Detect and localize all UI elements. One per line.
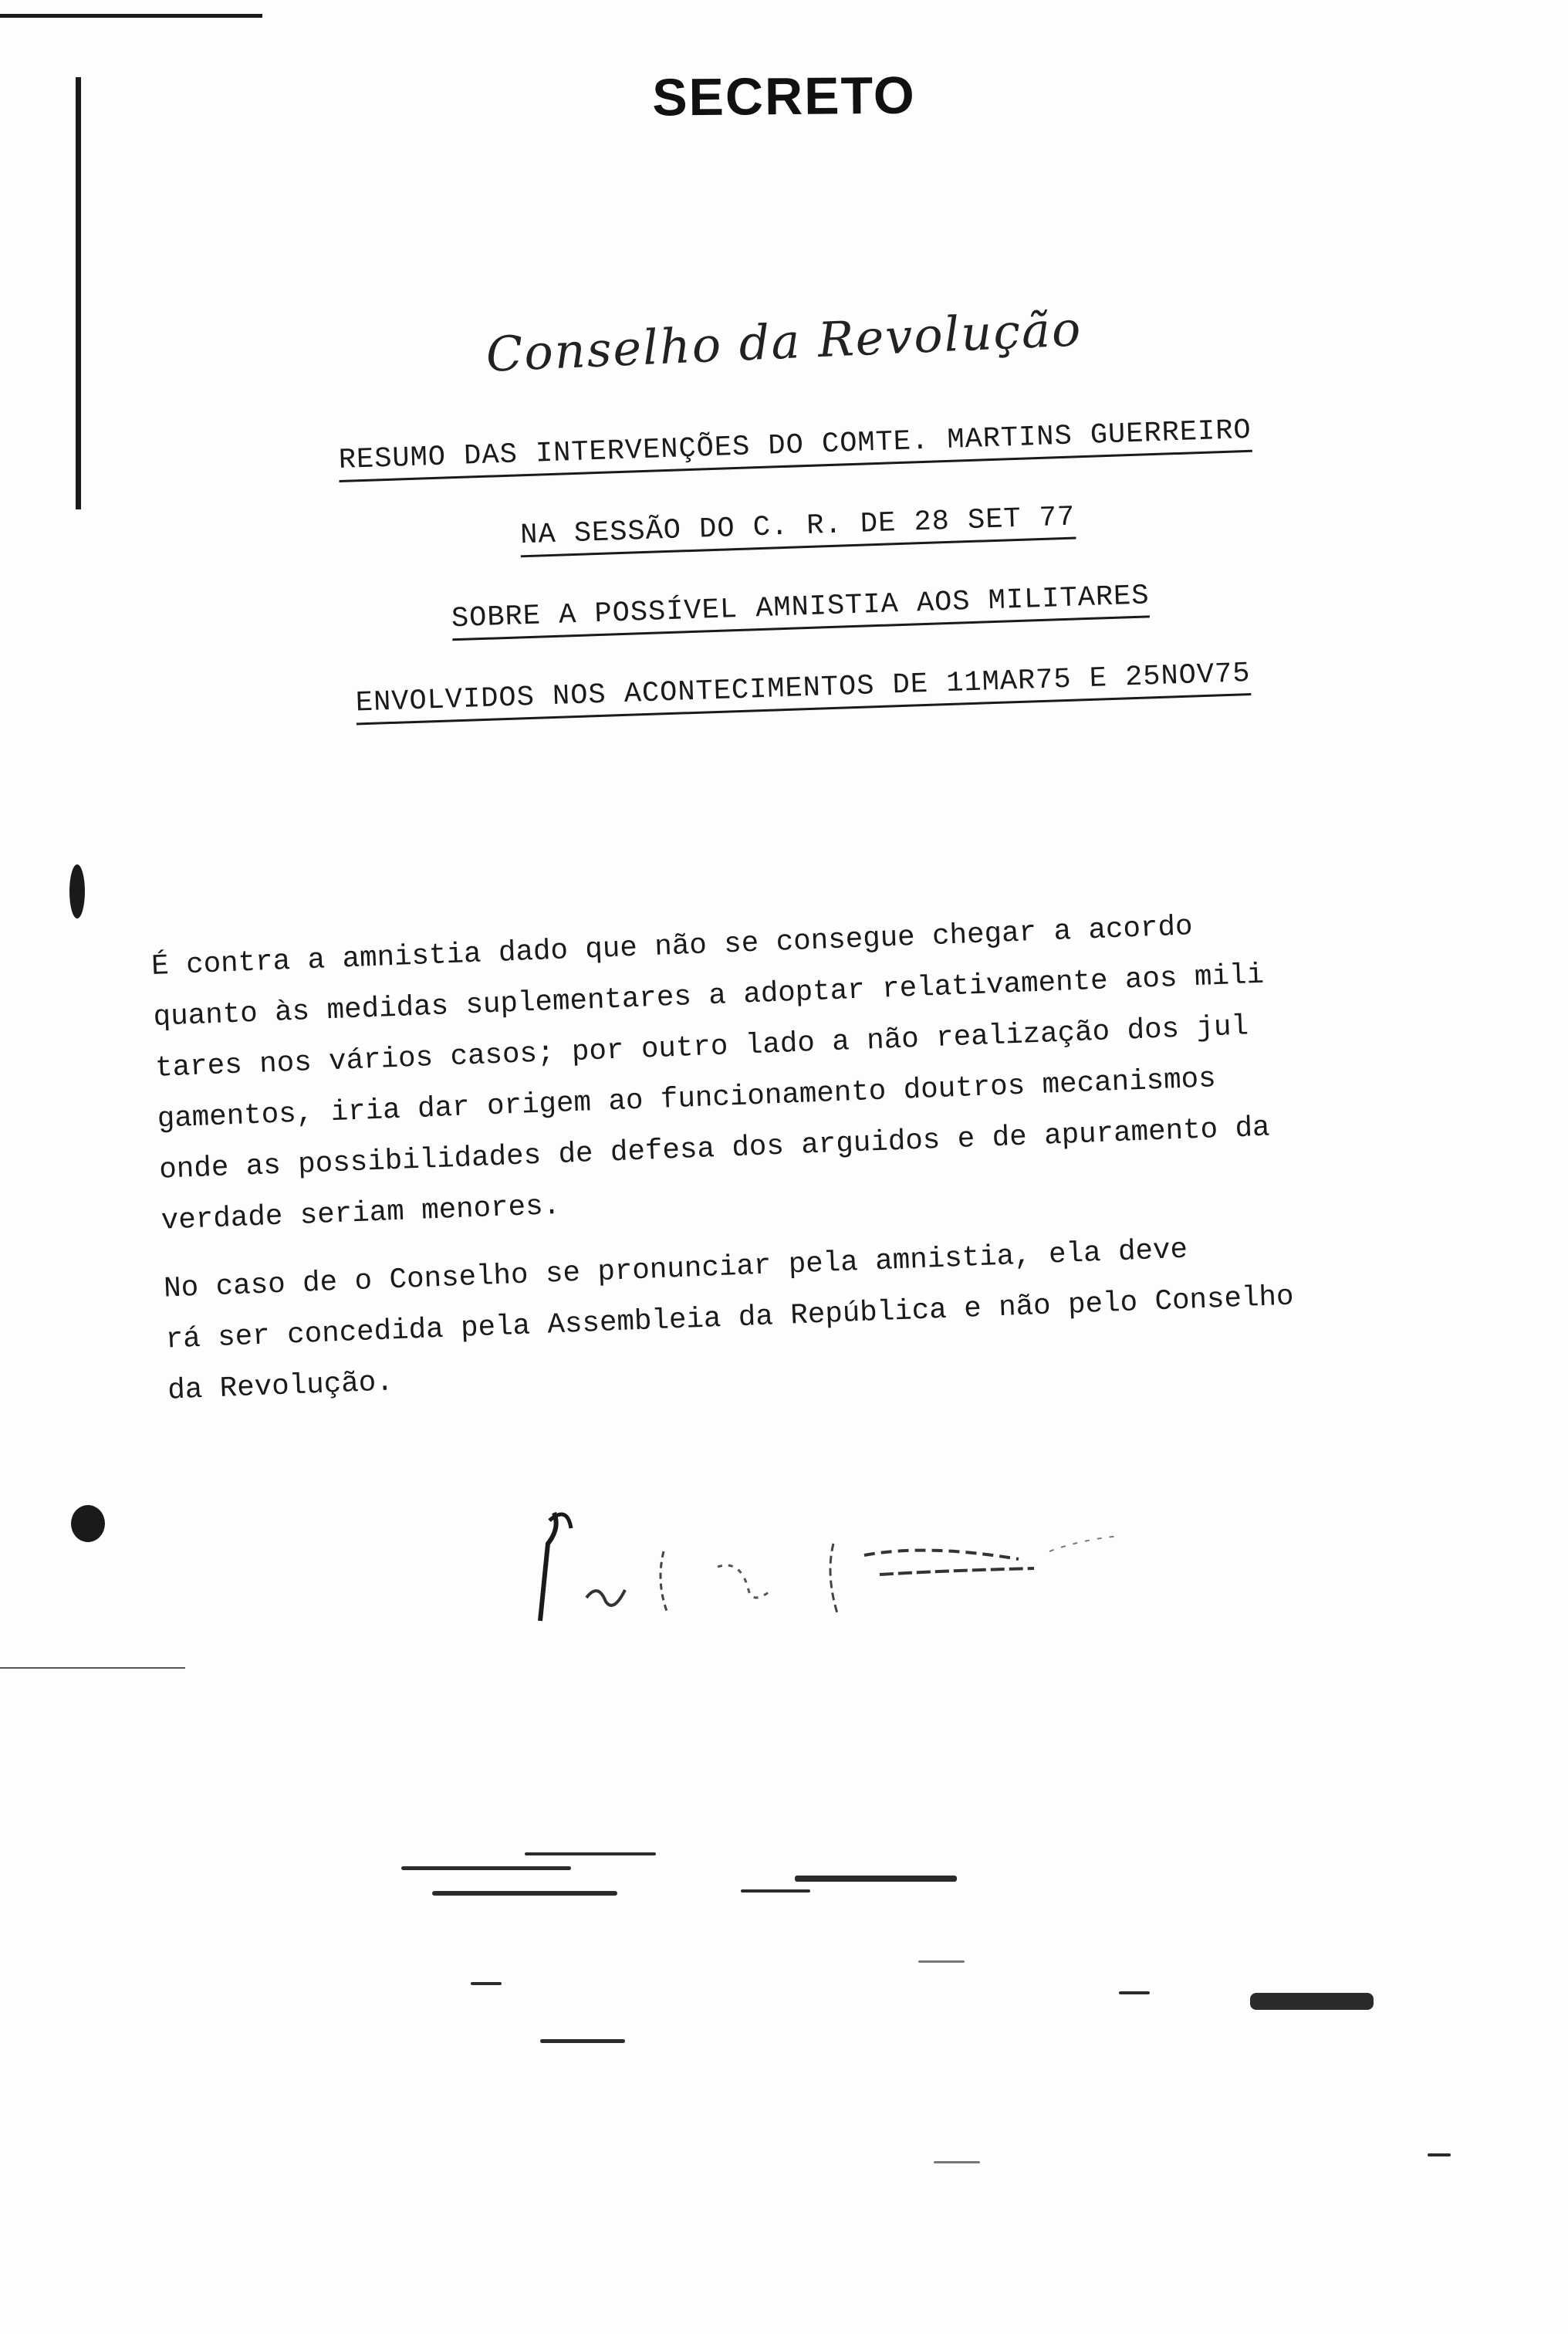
smudge-8 — [1250, 1993, 1374, 2010]
paragraph-2: No caso de o Conselho se pronunciar pela amnistia, ela deve rá ser concedida pela Assembleia da República e não pelo Conselho da Revolução. — [163, 1233, 1295, 1408]
issuer-heading: Conselho da Revolução — [485, 300, 1083, 383]
scan-edge-mid-left — [0, 1667, 185, 1669]
smudge-11 — [934, 2161, 980, 2163]
binder-hole-lower — [71, 1505, 105, 1542]
classification-heading: SECRETO — [651, 66, 917, 127]
smudge-3 — [432, 1891, 617, 1896]
title-line-1: RESUMO DAS INTERVENÇÕES DO COMTE. MARTINS GUERREIRO — [338, 414, 1252, 482]
smudge-1 — [401, 1866, 571, 1870]
title-line-2: NA SESSÃO DO C. R. DE 28 SET 77 — [520, 501, 1076, 557]
smudge-4 — [795, 1876, 957, 1882]
smudge-6 — [471, 1982, 502, 1985]
smudge-12 — [1428, 2153, 1451, 2156]
smudge-7 — [1119, 1991, 1150, 1994]
title-line-3: SOBRE A POSSÍVEL AMNISTIA AOS MILITARES — [451, 580, 1150, 641]
paragraph-1: É contra a amnistia dado que não se consegue chegar a acordo quanto às medidas suplementares a adoptar relativamente aos mili tares nos vários casos; por outro lado a não realização dos jul gamentos, iria dar origem ao funcionamento doutros mecanismos onde as possibilidades de defesa dos arguidos e de apuramento da verdade seriam menores. — [150, 911, 1271, 1238]
document-body — [150, 893, 1434, 1433]
smudge-2 — [525, 1852, 656, 1855]
smudge-9 — [540, 2039, 625, 2043]
title-line-4: ENVOLVIDOS NOS ACONTECIMENTOS DE 11MAR75 E 25NOV75 — [355, 658, 1251, 725]
smudge-5 — [741, 1889, 810, 1893]
binder-hole-upper — [69, 864, 85, 918]
smudge-10 — [918, 1960, 965, 1963]
scan-edge-top-left — [0, 14, 262, 18]
document-title — [247, 411, 1353, 772]
signature — [463, 1497, 1235, 1636]
binder-line-left — [76, 77, 81, 509]
